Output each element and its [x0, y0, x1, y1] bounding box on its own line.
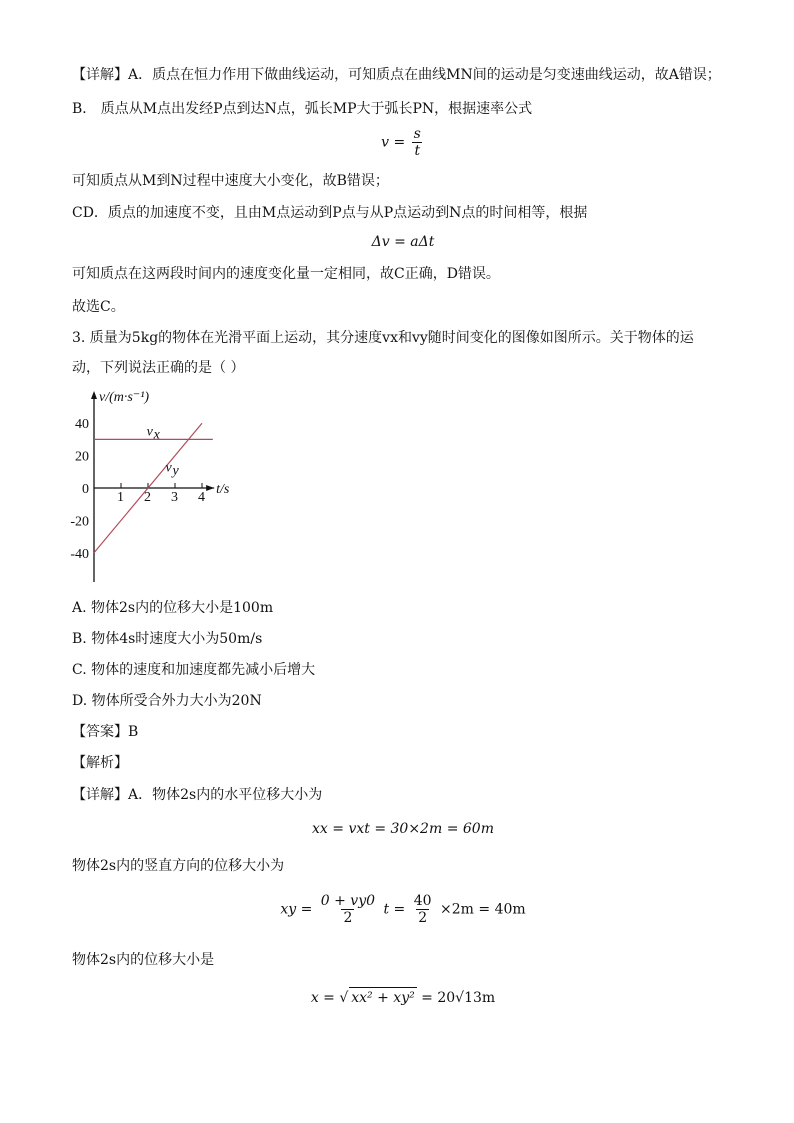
series-label-vy-sub: y — [172, 463, 179, 479]
detail-paragraph-cd-conclusion: 可知质点在这两段时间内的速度变化量一定相同，故C正确，D错误。 — [72, 266, 500, 282]
detail-paragraph-cd: CD．质点的加速度不变，且由M点运动到P点与从P点运动到N点的时间相等，根据 — [72, 205, 588, 221]
eq5-radicand: xx² + xy² — [349, 987, 416, 1008]
series-label-vx-sub: x — [153, 427, 160, 443]
x-tick-label: 1 — [117, 490, 124, 505]
eq-numerator: s — [413, 126, 421, 142]
series-label-vy: v — [165, 460, 172, 476]
detail-vertical-displacement: 物体2s内的竖直方向的位移大小为 — [72, 858, 285, 874]
eq4-numerator-2: 40 — [413, 893, 432, 909]
y-tick-label: 40 — [75, 417, 89, 433]
choice-statement: 故选C。 — [72, 299, 125, 315]
option-b: B. 物体4s时速度大小为50m/s — [72, 631, 263, 647]
eq4-mid: t = — [383, 901, 406, 918]
y-axis-arrow-icon — [91, 391, 97, 399]
detail-total-displacement: 物体2s内的位移大小是 — [72, 952, 215, 968]
equation-vertical-displacement — [72, 893, 734, 926]
eq5-rhs: = 20√13m — [421, 990, 496, 1006]
eq4-denominator-1: 2 — [343, 910, 353, 926]
eq4-denominator-2: 2 — [418, 910, 428, 926]
eq-lhs: v = — [381, 134, 406, 151]
y-tick-label: -40 — [70, 546, 89, 562]
answer-label: 【答案】B — [72, 724, 139, 740]
y-tick-label: 20 — [75, 449, 89, 465]
y-axis-label: v/(m·s⁻¹) — [99, 390, 150, 405]
x-axis-label: t/s — [216, 482, 230, 497]
velocity-time-chart — [60, 385, 260, 590]
analysis-label: 【解析】 — [72, 755, 128, 771]
sqrt-icon: √ — [339, 990, 349, 1006]
question-3-line-1: 3. 质量为5kg的物体在光滑平面上运动，其分速度vx和vy随时间变化的图像如图所示。关于物体的运 — [72, 330, 694, 346]
detail-paragraph-b: B． 质点从M点出发经P点到达N点，弧长MP大于弧长PN，根据速率公式 — [72, 101, 533, 117]
eq-denominator: t — [414, 143, 421, 159]
y-tick-label: -20 — [70, 514, 89, 530]
x-tick-label: 4 — [198, 490, 205, 505]
option-a: A. 物体2s内的位移大小是100m — [72, 600, 274, 616]
equation-speed — [72, 126, 734, 159]
equation-horizontal-displacement: xx = vxt = 30×2m = 60m — [312, 821, 494, 837]
detail-paragraph-a: 【详解】A．质点在恒力作用下做曲线运动，可知质点在曲线MN间的运动是匀变速曲线运动，故A错误； — [72, 67, 721, 83]
equation-total-displacement — [72, 987, 734, 1008]
eq-fraction — [412, 126, 423, 159]
eq4-rhs: ×2m = 40m — [440, 901, 526, 918]
eq4-numerator-1: 0 + vy0 — [320, 893, 376, 909]
detail-paragraph-a2: 【详解】A．物体2s内的水平位移大小为 — [72, 787, 323, 803]
x-axis-arrow-icon — [206, 485, 214, 491]
eq4-fraction-1 — [319, 893, 377, 926]
equation-delta-v: Δv = aΔt — [371, 234, 435, 250]
option-c: C. 物体的速度和加速度都先减小后增大 — [72, 662, 316, 678]
eq4-fraction-2 — [412, 893, 434, 926]
y-tick-label: 0 — [82, 482, 89, 497]
question-3-line-2: 动，下列说法正确的是（ ） — [72, 360, 245, 376]
x-tick-label: 3 — [171, 490, 178, 505]
eq5-lhs: x = — [310, 990, 335, 1006]
series-label-vx: v — [146, 424, 153, 440]
x-tick-label: 2 — [144, 490, 151, 505]
eq4-lhs: xy = — [280, 901, 313, 918]
option-d: D. 物体所受合外力大小为20N — [72, 693, 262, 709]
detail-paragraph-b-conclusion: 可知质点从M到N过程中速度大小变化，故B错误； — [72, 173, 389, 189]
